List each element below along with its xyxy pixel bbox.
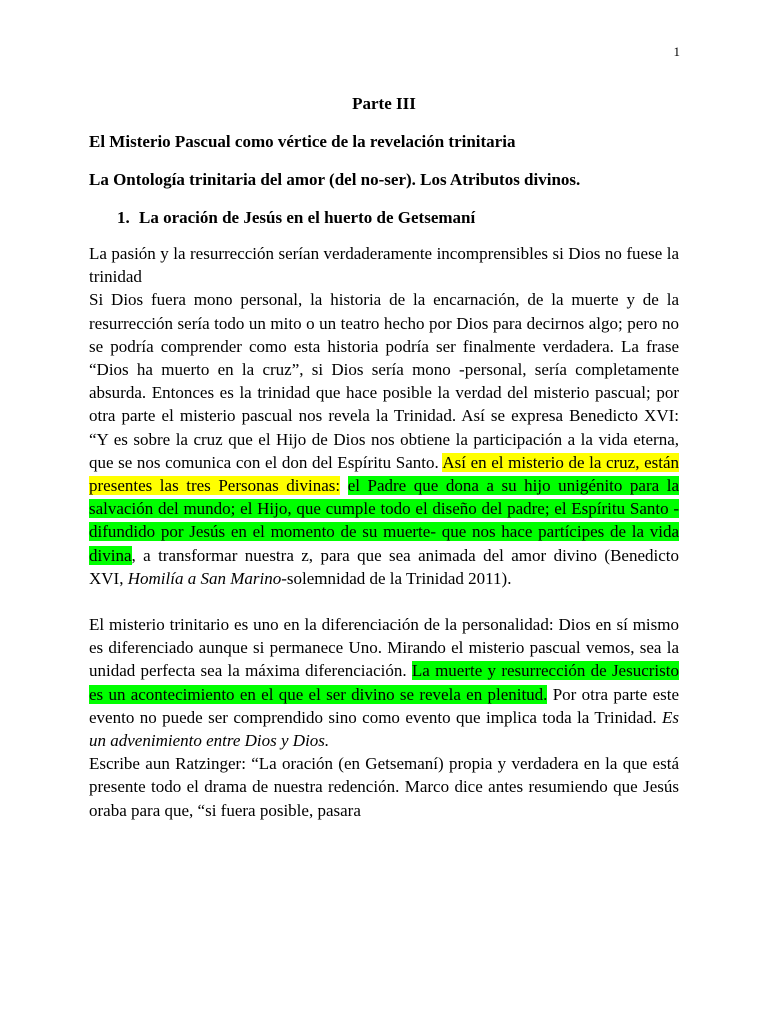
part-title: Parte III [352, 94, 416, 113]
main-heading: El Misterio Pascual como vértice de la revelación trinitaria [89, 132, 516, 151]
paragraph-text [340, 476, 348, 495]
section-number: 1. [117, 208, 130, 227]
paragraph-intro: La pasión y la resurrección serían verdaderamente incomprensibles si Dios no fuese la trinidad [89, 244, 679, 287]
section-heading [89, 206, 679, 230]
paragraph-text: Por otra parte este evento no puede ser comprendido sino como evento que implica toda la Trinidad. [89, 684, 680, 727]
green-highlight: La muerte y resurrección de Jesucristo es un acontecimiento en el que el ser divino se revela en plenitud. [89, 661, 679, 704]
page-number: 1 [673, 44, 680, 59]
paragraph-trinitarian-mystery [89, 613, 679, 752]
section-title: La oración de Jesús en el huerto de Getsemaní [139, 208, 476, 227]
paragraph-spacer [89, 590, 679, 613]
italic-statement: Es un advenimiento entre Dios y Dios. [89, 707, 679, 751]
document-body [89, 92, 679, 822]
sub-heading: La Ontología trinitaria del amor (del no-ser). Los Atributos divinos. [89, 170, 581, 189]
italic-citation: Homilía a San Marino [127, 568, 282, 588]
paragraph-ratzinger: Escribe aun Ratzinger: “La oración (en Getsemaní) propia y verdadera en la que está presente todo el drama de nuestra redención. Marco dice antes resumiendo que Jesús oraba para que, “si fuera posible, pasara [89, 754, 679, 820]
paragraph-text: El misterio trinitario es uno en la diferenciación de la personalidad: Dios en sí mismo es diferenciado aunque si permanece Uno. Mirando el misterio pascual vemos, sea la unidad perfecta sea la máxima diferenciación. [89, 615, 679, 681]
paragraph-text: -solemnidad de la Trinidad 2011). [281, 568, 512, 588]
green-highlight: el Padre que dona a su hijo unigénito para la salvación del mundo; el Hijo, que cumple todo el diseño del padre; el Espíritu Santo -difundido por Jesús en el momento de su muerte- que nos hace partícipes de la vida divina [89, 476, 679, 565]
paragraph-text: Si Dios fuera mono personal, la historia de la encarnación, de la muerte y de la resurrección sería todo un mito o un teatro hecho por Dios para decirnos algo; pero no se podría comprender como esta historia podría ser finalmente verdadera. La frase “Dios ha muerto en la cruz”, si Dios sería mono -personal, sería completamente absurda. Entonces es la trinidad que hace posible la verdad del misterio pascual; por otra parte el misterio pascual nos revela la Trinidad. Así se expresa Benedicto XVI: “Y es sobre la cruz que el Hijo de Dios nos obtiene la participación a la vida eterna, que se nos comunica con el don del Espíritu Santo. [89, 290, 679, 472]
yellow-highlight: Así en el misterio de la cruz, están presentes las tres Personas divinas: [89, 452, 680, 496]
paragraph-text: , a transformar nuestra z, para que sea animada del amor divino (Benedicto XVI, [89, 545, 679, 588]
paragraph-mono-personal [89, 288, 679, 590]
